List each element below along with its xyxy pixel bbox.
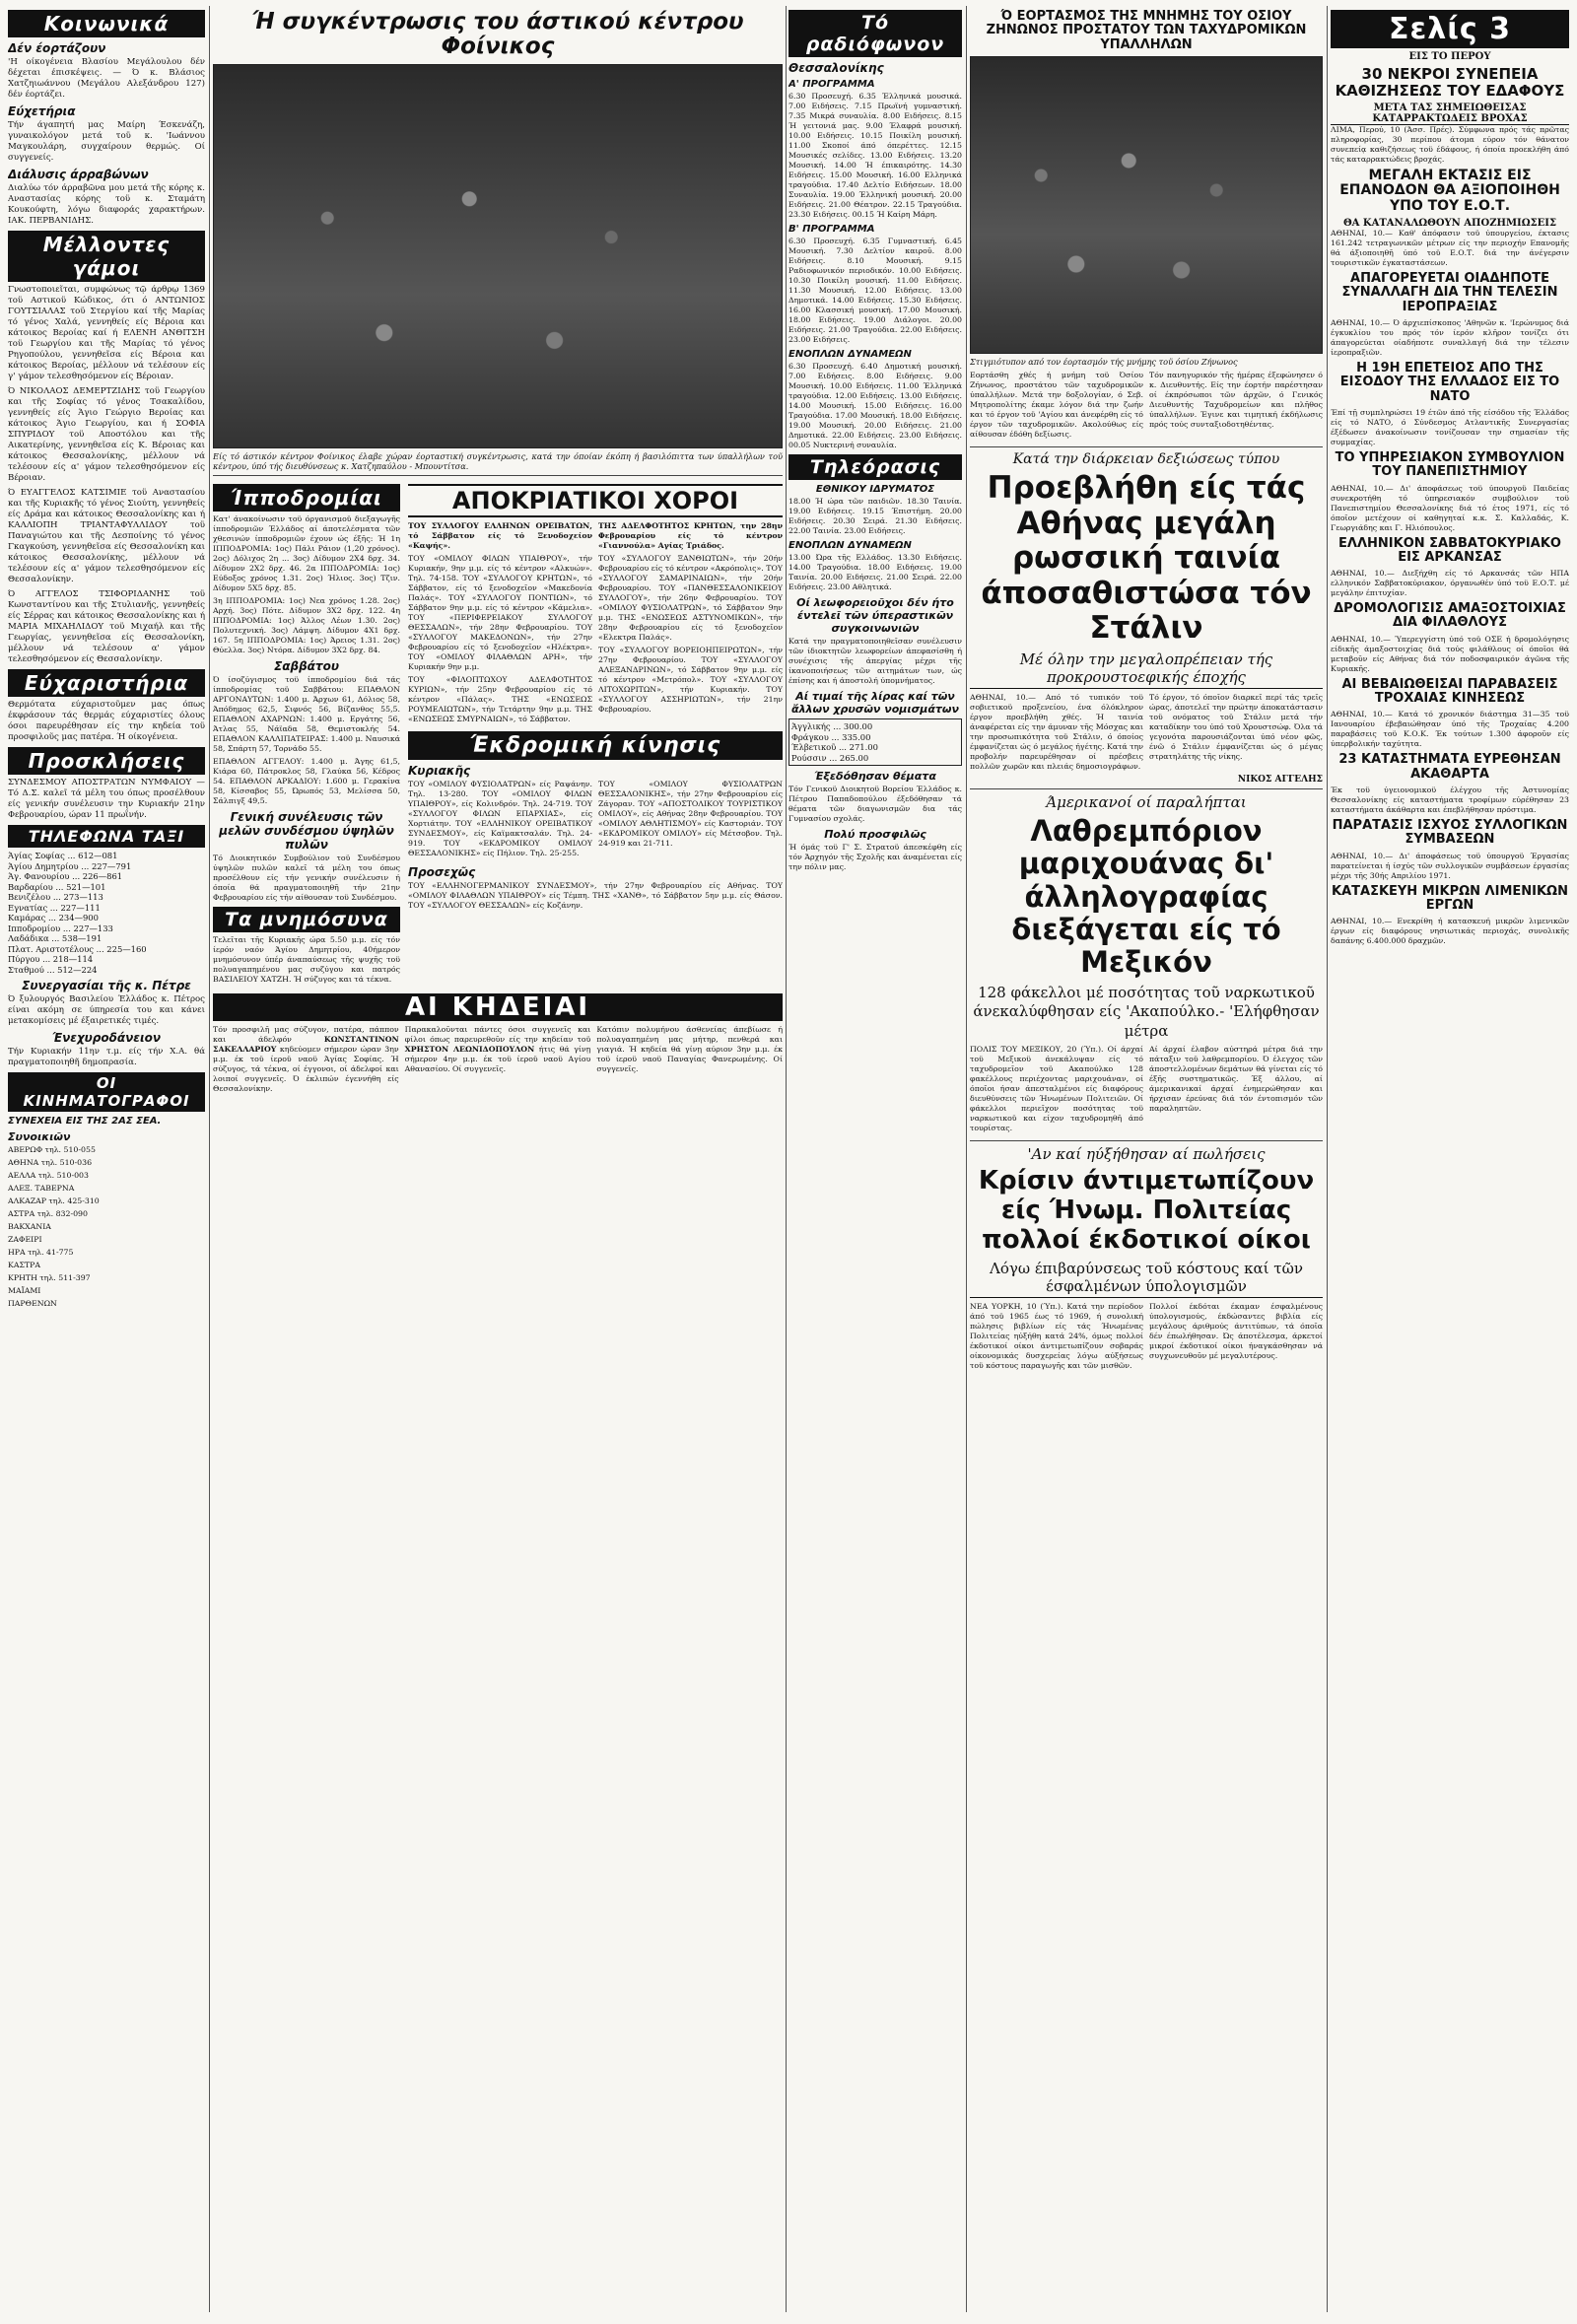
cinema-entry: ΑΛΚΑΖΑΡ τηλ. 425-310 [8,1196,100,1205]
focus-headline: Ή συγκέντρωσις του άστικού κέντρου Φοίνικος [251,9,744,60]
name-days-title: Δέν έορτάζουν [8,41,106,55]
text-block: Ή όμάς τοϋ Γ' Σ. Στρατοϋ άπεσκέφθη είς τόν Άρχηγόν τῆς Σχολῆς και άναμένεται είς την πόλιν μας. [788,843,962,871]
text-block: Διαλύω τόν άρραβῶνα μου μετά τῆς κόρης κ. Αναστασίας κόρης τοϋ κ. Σταμάτη Κουκούφτη, λόγω διαφοράς χαρακτήρων. ΙΑΚ. ΠΕΡΒΑΝΙΔΗΣ. [8,183,205,226]
column-rule [1327,6,1328,2312]
crisis-subhead: Λόγω έπιβαρύνσεως τοῦ κόστους καί τῶν έσφαλμένων ύπολογισμῶν [970,1260,1323,1298]
brief-headline: ΜΕΓΑΛΗ ΕΚΤΑΣΙΣ ΕΙΣ ΕΠΑΝΟΔΟΝ ΘΑ ΑΞΙΟΠΟΙΗΘΗ ΥΠΟ ΤΟΥ Ε.Ο.Τ. [1339,168,1560,214]
column-radio [788,6,962,875]
carnival-item: ΤΗΣ ΑΔΕΛΦΟΤΗΤΟΣ ΚΡΗΤΩΝ, την 28ην Φεβρουαρίου είς τό κέντρον «Γιαννούλα» Αγίας Τριάδος. [598,520,783,550]
text-block: Τήν άγαπητή μας Μαίρη Έσκενάζη, γυναικολόγον μετά τοϋ κ. 'Ιωάννου Μαγκουλάρη, συγχαίρουν θερμώς. Οί συγγενείς. [8,120,205,163]
text-block: ΑΘΗΝΑΙ, 10.— Διεξήχθη είς τό Αρκανσάς τῶν ΗΠΑ ελληνικόν Σαββατοκύριακον, όργανωθέν ύπό τοϋ Ε.Ο.Τ. μέ μεγάλην έπιτυχίαν. [1331,569,1569,598]
phone-row: Εγνατίας ... 227—111 [8,902,101,913]
divider [970,446,1323,447]
gold-price-row: Άγγλικής ... 300.00 [791,721,873,731]
column-briefs [1331,6,1569,949]
text-block: Ό ΝΙΚΟΛΑΟΣ ΔΕΜΕΡΤΖΙΔΗΣ τοϋ Γεωργίου και τῆς Σοφίας τό γένος Τσακαλίδου, γεννηθείς είς Άγιο Γεώργιο Βεροίας και κάτοικος Άγιο Γεωργίου, και ή ΣΟΦΙΑ ΣΠΥΡΙΔΟΥ τοϋ Αποστόλου και τῆς Αικατερίνης, γεννηθεῖσα είς Κ. Βέροιας και κάτοικος Θεσσαλονίκης, μέλλουν νά τελέσουν είς α' γάμον τελεσθησόμενον είς Βέροιαν. [8,386,205,483]
prog-a-title: Α' ΠΡΟΓΡΑΜΜΑ [788,79,875,90]
text-block: Γνωστοποιεῖται, συμφώνως τῷ άρθρῳ 1369 τοϋ Αστικοϋ Κώδικος, ότι ό ΑΝΤΩΝΙΟΣ ΓΟΥΤΣΙΑΛΑΣ τοϋ Στεργίου καί τῆς Μαρίας τό γένος Χαλά, γεννηθείς είς Βέροια και κάτοικος Βεροίας καί ή ΕΛΕΝΗ ΑΝΘΙΤΣΗ τοϋ Γεωργίου και τῆς Μαρίας τό γένος Ρηγοπούλου, γεννηθεῖσα είς Βέροια και κάτοικος Βεροίας, μέλλουν νά τελέσουν είς γ' γάμον τελεσθησόμενον είς Βέροιαν. [8,285,205,381]
column-rule [786,6,787,2312]
text-block: 13.00 Ώρα τῆς Ελλάδος. 13.30 Ειδήσεις. 14.00 Τραγούδια. 18.00 Ειδήσεις. 19.00 Ταινία. 20.00 Ειδήσεις. 21.00 Σειρά. 22.00 Ειδήσεις. 23.00 Αθλητικά. [788,553,962,591]
phone-row: Βενιζέλου ... 273—113 [8,892,103,902]
tv-header: Τηλεόρασις [788,454,962,480]
strike-title: Πολύ προσφιλῶς [824,828,926,841]
text-block: ΑΘΗΝΑΙ, 10.— Καθ' άπόφασιν τοϋ ύπουργείου, έκτασις 161.242 τετραγωνικῶν μέτρων είς την περιοχήν Επανομῆς θά άξιοποιηθῆ ύπό τοϋ Ε.Ο.Τ. διά την άνέγερσιν τουριστικῶν έγκαταστάσεων. [1331,229,1569,268]
crisis-headline: Κρίσιν άντιμετωπίζουν είς Ήνωμ. Πολιτείας πολλοί έκδοτικοί οίκοι [978,1166,1315,1256]
text-block: ΤΟΥ «ΟΜΙΛΟΥ ΦΥΣΙΟΛΑΤΡΩΝ ΘΕΣΣΑΛΟΝΙΚΗΣ», τήν 27ην Φεβρουαρίου είς Ζάγοραν. ΤΟΥ «ΑΠΟΣΤΟΛΙΚΟΥ ΤΟΥΡΙΣΤΙΚΟΥ ΟΜΙΛΟΥ», είς Αθήνας 28ην Φεβρουαρίου. ΤΟΥ «ΟΜΙΛΟΥ ΑΘΛΗΤΙΣΜΟΥ» είς Καστοριάν. ΤΟΥ «ΕΚΔΡΟΜΙΚΟΥ ΟΜΙΛΟΥ» είς Μέτσοβον. Τηλ. 24-919 και 21-711. [598,779,783,848]
text-block: Τελεῖται τῆς Κυριακῆς ώρα 5.50 μ.μ. είς τόν ίερόν ναόν Άγίου Δημητρίου, 40ήμερον μνημόσυνον ύπέρ άναπαύσεως τῆς ψυχῆς τοϋ πολυαγαπημένου μας συζύγου και πατρός ΒΑΣΙΛΕΙΟΥ ΧΑΤΖΗ. Ή σύζυγος και τά τέκνα. [213,934,400,984]
page-masthead: Σελίς 3 [1331,10,1569,48]
byline: ΝΙΚΟΣ ΑΓΓΕΛΗΣ [1237,775,1323,786]
text-block: ΑΘΗΝΑΙ, 10.— Δι' άποφάσεως τοϋ ύπουργοϋ Έργασίας παρατείνεται ή ίσχύς τῶν συλλογικῶν συμβάσεων έργασίας μέχρι τῆς 30ής Απριλίου 1971. [1331,851,1569,880]
divider [970,788,1323,789]
carnival-header: ΑΠΟΚΡΙΑΤΙΚΟΙ ΧΟΡΟΙ [408,484,783,517]
memorial-photo [970,56,1323,354]
text-block: Έπί τῇ συμπληρώσει 19 έτῶν άπό τῆς είσόδου τῆς Έλλάδος είς τό ΝΑΤΟ, ό Σύνδεσμος Ατλαντικῆς Συνεργασίας έξέδωσεν άνακοίνωσιν τονίζουσαν την σημασίαν τῆς συμμαχίας. [1331,407,1569,446]
column-features [970,6,1323,1374]
stalin-subhead: Μέ όλην την μεγαλοπρέπειαν τής προκρουστοεφικής έποχής [970,650,1323,689]
cinema-today-title: ΣΥΝΕΧΕΙΑ ΕΙΣ ΤΗΣ 2ΑΣ ΣΕΑ. [8,1116,162,1127]
phone-row: Άγίου Δημητρίου ... 227—791 [8,860,132,871]
carnival-item: ΤΟΥ ΣΥΛΛΟΓΟΥ ΕΛΛΗΝΩΝ ΟΡΕΙΒΑΤΩΝ, τό Σάββατον είς τό Ξενοδοχείον «Καψής». [408,520,592,550]
text-block: ΣΥΝΔΕΣΜΟΥ ΑΠΟΣΤΡΑΤΩΝ ΝΥΜΦΑΙΟΥ — Τό Δ.Σ. καλεῖ τά μέλη του όπως προσέλθουν είς γενικήν συνέλευσιν την Κυριακήν 21ην Φεβρουαρίου, ώραν 11 πρωΐνήν. [8,778,205,820]
brief-headline: ΑΠΑΓΟΡΕΥΕΤΑΙ ΟΙΑΔΗΠΟΤΕ ΣΥΝΑΛΛΑΓΗ ΔΙΑ ΤΗΝ ΤΕΛΕΣΙΝ ΙΕΡΟΠΡΑΞΙΑΣ [1341,271,1558,314]
text-block: ΠΟΛΙΣ ΤΟΥ ΜΕΞΙΚΟΥ, 20 (Ύπ.). Οί άρχαί τοϋ Μεξικοϋ άνεκάλυψαν είς τό ταχυδρομεῖον τοϋ Ακαπούλκο 128 φακέλλους περιέχοντας μαριχουάναν, οί όποῖοι ήσαν άπεσταλμένοι είς διαφόρους διευθύνσεις τῶν Ήνωμένων Πολιτειῶν. Οί φάκελλοι περιεῖχον ποσότητας τοϋ ναρκωτικοϋ και είχον ταχυδρομηθῆ άπό τουρίστας. [970,1045,1143,1133]
brief-kicker: ΕΙΣ ΤΟ ΠΕΡΟΥ [1408,51,1491,62]
drugs-kicker: Άμερικανοί οί παραλήπται [1046,793,1247,812]
brief-headline: Η 19Η ΕΠΕΤΕΙΟΣ ΑΠΟ ΤΗΣ ΕΙΣΟΔΟΥ ΤΗΣ ΕΛΛΑΔΟΣ ΕΙΣ ΤΟ ΝΑΤΟ [1339,361,1560,404]
phones-header: ΤΗΛΕΦΩΝΑ ΤΑΞΙ [8,825,205,848]
text-block: Ό ΑΓΓΕΛΟΣ ΤΣΙΦΟΡΙΔΑΝΗΣ τοϋ Κωνσταντίνου και τῆς Στυλιανῆς, γεννηθείς είς Σέρρας και κάτοικος Θεσσαλονίκης και ή ΜΑΡΙΑ ΜΙΧΑΗΛΙΔΟΥ τοϋ Μιχαήλ και τῆς Γεωργίας, γεννηθεῖσα είς Θεσσαλονίκη, μέλλουν νά τελέσουν α' γάμον τελεσθησόμενον είς Θεσσαλονίκην. [8,589,205,664]
text-block: ΤΟΥ «ΟΜΙΛΟΥ ΦΥΣΙΟΛΑΤΡΩΝ» είς Ραψάνην. Τηλ. 13-280. ΤΟΥ «ΟΜΙΛΟΥ ΦΙΛΩΝ ΥΠΑΙΘΡΟΥ», είς Κολινδρόν. Τηλ. 24-719. ΤΟΥ «ΣΥΛΛΟΓΟΥ ΦΙΛΩΝ ΕΠΑΡΧΙΑΣ», είς Χορτιάτην. ΤΟΥ «ΕΛΛΗΝΙΚΟΥ ΟΡΕΙΒΑΤΙΚΟΥ ΣΥΝΔΕΣΜΟΥ», είς Καϊμακτσαλάν. Τηλ. 24-919. ΤΟΥ «ΕΚΔΡΟΜΙΚΟΥ ΟΜΙΛΟΥ ΘΕΣΣΑΛΟΝΙΚΗΣ» είς Πήλιον. Τηλ. 25-255. [408,779,592,857]
weddings-header: Μέλλοντες γάμοι [8,231,205,282]
stalin-headline: Προεβλήθη είς τάς Αθήνας μεγάλη ρωσσική ταινία άποσαθιστώσα τόν Στάλιν [981,469,1312,647]
column-rule [966,6,967,2312]
drugs-headline: Λαθρεμπόριον μαριχουάνας δι' άλληλογραφίας διεξάγεται είς τό Μεξικόν [1011,814,1281,980]
phone-row: Ιπποδρομίου ... 227—133 [8,923,113,933]
funeral-name: ΚΩΝΣΤΑΝΤΙΝΟΝ ΣΑΚΕΛΛΑΡΙΟΥ [213,1035,399,1055]
text-block: ΤΟΥ «ΣΥΛΛΟΓΟΥ ΞΑΝΘΙΩΤΩΝ», τήν 20ήν Φεβρουαρίου είς τό κέντρον «Ακρόπολις». ΤΟΥ «ΣΥΛΛΟΓΟΥ ΣΑΜΑΡΙΝΑΙΩΝ», τήν 20ήν Φεβρουαρίου. ΤΟΥ «ΠΑΝΘΕΣΣΑΛΟΝΙΚΕΙΟΥ ΣΥΛΛΟΓΟΥ», τήν 26ην Φεβρουαρίου. ΤΟΥ «ΟΜΙΛΟΥ ΦΥΣΙΟΛΑΤΡΩΝ», τό Σάββατον 9ην μ.μ. ΤΗΣ «ΕΝΩΣΕΩΣ ΑΣΤΥΝΟΜΙΚΩΝ», τήν 28ην Φεβρουαρίου είς τό ξενοδοχεῖον «Ελεκτρα Παλάς». [598,553,783,642]
text-block: Τήν Κυριακήν 11ην τ.μ. είς τήν Χ.Α. θά πραγματοποιηθῆ δημοπρασία. [8,1047,205,1067]
armed-title: ΕΝΟΠΛΩΝ ΔΥΝΑΜΕΩΝ [788,349,912,360]
cinema-entry: ΠΑΡΘΕΝΩΝ [8,1299,57,1308]
text-block: ΛΙΜΑ, Περού, 10 (Άσσ. Πρές). Σύμφωνα πρός τάς πρῶτας πληροφορίας, 30 περίπου άτομα εύρον τόν θάνατον συνεπείᾳ καθιζήσεως τοϋ έδάφους, ή όποία προεκλήθη άπό τάς καταρρακτώδεις βροχάς. [1331,125,1569,164]
gold-title: Αί τιμαί τῆς λίρας καί τῶν ἄλλων χρυσῶν νομισμάτων [791,690,959,716]
memorial-headline: Ό ΕΟΡΤΑΣΜΟΣ ΤΗΣ ΜΝΗΜΗΣ ΤΟΥ ΟΣΙΟΥ ΖΗΝΩΝΟΣ ΠΡΟΣΤΑΤΟΥ ΤΩΝ ΤΑΧΥΔΡΟΜΙΚΩΝ ΥΠΑΛΛΗΛΩΝ [986,9,1307,52]
social-header: Κοινωνικά [8,10,205,37]
phone-list [8,851,205,975]
text-block: ΕΠΑΘΛΟΝ ΑΓΓΕΛΟΥ: 1.400 μ. Άγης 61,5, Κιάρα 60, Πάτροκλος 58, Γλαύκα 56, Κέδρος 54. ΕΠΑΘΛΟΝ ΑΡΚΑΔΙΟΥ: 1.600 μ. Γερακίνα 58, Κίσσαβος 55, Ώρωπός 53, Μελίσσα 50, Σάλπιγξ 49,5. [213,756,400,805]
text-block: Έκ τοϋ ύγειονομικοϋ έλέγχου τῆς Άστυνομίας Θεσσαλονίκης είς καταστήματα τροφίμων εύρέθησαν 23 καταστήματα άκάθαρτα και έπεβλήθησαν πρόστιμα. [1331,785,1569,814]
text-block: ΤΟΥ «ΟΜΙΛΟΥ ΦΙΛΩΝ ΥΠΑΙΘΡΟΥ», τήν Κυριακήν, 9ην μ.μ. είς τό κέντρον «Αλκυών». Τηλ. 74-158. ΤΟΥ «ΣΥΛΛΟΓΟΥ ΚΡΗΤΩΝ», τό Σάββατον, είς τό ξενοδοχεῖον «Μακεδονία Παλάς». ΤΟΥ «ΣΥΛΛΟΓΟΥ ΠΟΝΤΙΩΝ», τό Σάββατον 9ην μ.μ. είς τό κέντρον «Κάμελια». ΤΟΥ «ΠΕΡΙΦΕΡΕΙΑΚΟΥ ΣΥΛΛΟΓΟΥ ΘΕΣΣΑΛΩΝ», τήν 28ην Φεβρουαρίου. ΤΟΥ «ΣΥΛΛΟΓΟΥ ΜΑΚΕΔΟΝΩΝ», τήν 27ην Φεβρουαρίου είς τό ξενοδοχεῖον «Ηλέκτρα». ΤΟΥ «ΟΜΙΛΟΥ ΦΙΛΑΘΛΩΝ ΑΡΗ», τήν Κυριακήν 9ην μ.μ. [408,553,592,671]
cinema-entry: ΑΕΛΛΑ τηλ. 510-003 [8,1171,89,1180]
coop-title: Συνεργασίαι τῆς κ. Πέτρε [22,979,191,992]
text-block: Τό Διοικητικόν Συμβούλιον τοϋ Συνδέσμου ύψηλῶν πυλῶν καλεῖ τά μέλη του όπως προσέλθουν είς τήν γενικήν συνέλευσιν ή όποία θά πραγματοποιηθῆ τήν 21ην Φεβρουαρίου είς τήν αίθουσαν τοϋ Συνδέσμου. [213,853,400,902]
crisis-kicker: 'Αν καί ηύξήθησαν αί πωλήσεις [1027,1145,1266,1164]
thanks-header: Εύχαριστήρια [8,669,205,697]
text-block: Θερμότατα εύχαριστοῦμεν μας όπως έκφράσουν τάς θερμάς εύχαριστίες όλους όσοι παρευρέθησαν είς την κηδεία τοϋ προσφιλοῦς μας πατέρα. Ή οίκογένεια. [8,700,205,742]
pawn-title: Ένεχυροδάνειον [51,1031,162,1045]
funeral-name: ΧΡΗΣΤΟΝ ΛΕΩΝΙΔΟΠΟΥΛΟΝ [404,1045,535,1055]
text-block: 6.30 Προσευχή. 6.40 Δημοτική μουσική. 7.00 Ειδήσεις. 8.00 Ειδήσεις. 9.00 Μουσική. 10.00 Ειδήσεις. 11.00 Έλληνικά τραγούδια. 12.00 Ειδήσεις. 13.00 Ειδήσεις. 14.00 Μουσική. 15.00 Ειδήσεις. 16.00 Τραγούδια. 17.00 Μουσική. 18.00 Ειδήσεις. 19.00 Μουσική. 20.00 Ειδήσεις. 21.00 Δημοτικά. 22.00 Ειδήσεις. 23.00 Ειδήσεις. 00.05 Νυκτερινή συναυλία. [788,362,962,449]
gold-price-row: Ρούσσιν ... 265.00 [791,752,869,763]
text-block: Τόν προσφιλῆ μας σύζυγον, πατέρα, πάππον και άδελφόν ΚΩΝΣΤΑΝΤΙΝΟΝ ΣΑΚΕΛΛΑΡΙΟΥ κηδεύομεν σήμερον ώραν 3ην μ.μ. έκ τοϋ ίεροϋ ναοϋ Άγίας Σοφίας. Ή σύζυγος, τά τέκνα, οί έγγονοι, οί άδελφοί και λοιποί συγγενεῖς. Ό έκλιπών έγεννήθη είς Θεσσαλονίκην. [213,1025,399,1094]
column-news-events [213,6,783,1097]
text-block: Ό ξυλουργός Βασιλείου Έλλάδος κ. Πέτρος είναι ακόμη σε ύπηρεσία του και κάνει μετακομίσεις μέ έξαιρετικές τιμές. [8,994,205,1026]
cinema-entry: ΚΡΗΤΗ τηλ. 511-397 [8,1273,91,1282]
engagement-title: Διάλυσις άρραβώνων [8,168,149,181]
phone-row: Άγίας Σοφίας ... 612—081 [8,851,118,860]
text-block: Κατόπιν πολυμήνου άσθενείας άπεβίωσε ή πολυαγαπημένη μας μήτηρ, πενθερά και γιαγιά. Ή κηδεία θά γίνῃ αύριον 3ην μ.μ. έκ τοϋ ίεροϋ ναοϋ Παναγίας Φανερωμένης. Οί συγγενεῖς. [596,1025,783,1074]
drugs-subhead: 128 φάκελλοι μέ ποσότητας τοῦ ναρκωτικοῦ άνεκαλύφθησαν είς 'Ακαπούλκο.- 'Ελήφθησαν μέτρα [973,983,1320,1040]
text-block: Τόν πανηγυρικόν τῆς ήμέρας έξεφώνησεν ό κ. Διευθυντής. Είς την έορτήν παρέστησαν οί έκπρόσωποι τῶν άρχῶν, ό Γενικός Διευθυντής Ταχυδρομείων και πλῆθος ύπαλλήλων. Έγινε και τιμητική έκδήλωσις πρός τούς συνταξιοδοτηθέντας. [1149,370,1323,429]
phone-row: Σταθμού ... 512—224 [8,964,98,975]
text-block: Τό έργον, τό όποῖον διαρκεῖ περί τάς τρεῖς ώρας, άποτελεῖ την πρώτην άποκατάστασιν τοϋ ονόματος τοϋ Στάλιν μετά τήν καταδίκην του ύπό τοϋ Χρουστσώφ. Όλα τά γεγονότα παρουσιάζονται ύπό νέον φῶς, ένῶ ό Στάλιν έμφανίζεται ώς ό μέγας στρατηλάτης τῆς νίκης. [1149,693,1323,762]
phone-row: Βαρδαρίου ... 521—101 [8,881,106,892]
armed2-title: ΕΝΟΠΛΩΝ ΔΥΝΑΜΕΩΝ [788,540,912,551]
text-block: ΑΘΗΝΑΙ, 10.— Από τό τυπικόν τοϋ σοβιετικοϋ προξενείου, ένα όλόκληρον έργον προεβλήθη χθές. Ή ταινία άναφέρεται είς την άμυναν τῆς Μόσχας και την προσωπικότητα τοϋ Στάλιν, ό όποίος έμφανίζεται ώς ό μεγάλος ήγέτης. Κατά την προβολήν παρευρέθησαν οί πρέσβεις πολλῶν χωρῶν και πλειάς δημοσιογράφων. [970,693,1143,772]
brief-headline: ΚΑΤΑΣΚΕΥΗ ΜΙΚΡΩΝ ΛΙΜΕΝΙΚΩΝ ΕΡΓΩΝ [1332,883,1568,913]
text-block: 'Η οίκογένεια Βλασίου Μεγάλουλου δέν δέχεται έπισκέψεις. — Ό κ. Βλάσιος Χατζηιωάννου (Μεγάλου Αλεξάνδρου 127) δέν έορτάζει. [8,57,205,100]
eirt-title: ΕΘΝΙΚΟΥ ΙΔΡΥΜΑΤΟΣ [815,484,935,495]
prepared-title: Γενική συνέλευσις τῶν μελῶν συνδέσμου ύψηλῶν πυλῶν [219,809,394,852]
prog-b-title: Β' ΠΡΟΓΡΑΜΜΑ [788,224,875,235]
text-block: ΤΟΥ «ΦΙΛΟΠΤΩΧΟΥ ΑΔΕΛΦΟΤΗΤΟΣ ΚΥΡΙΩΝ», τήν 25ην Φεβρουαρίου είς τό κέντρον «Πάλας». ΤΗΣ «ΕΝΩΣΕΩΣ ΡΟΥΜΕΛΙΩΤΩΝ», τήν Τετάρτην 9ην μ.μ. ΤΗΣ «ΕΝΩΣΕΩΣ ΣΜΥΡΝΑΙΩΝ», τό Σάββατον. [408,674,592,723]
text-block: Κατά την πραγματοποιηθεῖσαν συνέλευσιν τῶν ίδιοκτητῶν λεωφορείων άπεφασίσθη ή συνέχισις τῆς άπεργίας μέχρι τῆς ίκανοποιήσεως τῶν αιτημάτων των, ώς έπίσης και ή άποστολή ύπομνήματος. [788,637,962,685]
cinema-entry: ΖΑΦΕΙΡΙ [8,1235,42,1244]
phone-row: Λαδάδικα ... 538—191 [8,933,103,943]
invitations-header: Προσκλήσεις [8,747,205,775]
carnival-column [408,480,783,988]
phone-row: Πλατ. Αριστοτέλους ... 225—160 [8,943,147,954]
newspaper-page [8,6,1569,2312]
text-block: ΑΘΗΝΑΙ, 10.— Δι' άποφάσεως τοϋ ύπουργοϋ Παιδείας συνεκροτήθη τό ύπηρεσιακόν συμβούλιον τοϋ Πανεπιστημίου Θεσσαλονίκης διά τό έτος 1971, είς τό όποῖον μετέχουν οί καθηγηταί κ.κ. Σ. Καλλαδάς, Κ. Γεωργιάδης και Γ. Ηλιόπουλος. [1331,483,1569,532]
cinemas-header: ΟΙ ΚΙΝΗΜΑΤΟΓΡΑΦΟΙ [8,1072,205,1112]
sunday-title: Κυριακῆς [408,763,471,778]
brief-headline: 30 ΝΕΚΡΟΙ ΣΥΝΕΠΕΙΑ ΚΑΘΙΖΗΣΕΩΣ ΤΟΥ ΕΔΑΦΟΥΣ [1335,65,1565,100]
cinema-entry: ΑΘΗΝΑ τηλ. 510-036 [8,1158,93,1167]
ninth-day-title: Προσεχῶς [408,864,476,879]
stray-title: Οί λεωφορειοῦχοι δέν ήτο έντελεῖ τῶν ύπεραστικῶν συγκοινωνιῶν [796,596,954,635]
cinema-entry: ΑΛΕΞ. ΤΑΒΕΡΝΑ [8,1184,75,1193]
text-block: ΑΘΗΝΑΙ, 10.— Ενεκρίθη ή κατασκευή μικρῶν λιμενικῶν έργων είς διαφόρους νησιωτικάς περιοχάς, συνολικῆς δαπάνης 6.400.000 δραχμῶν. [1331,917,1569,946]
racing-header: Ίπποδρομίαι [213,484,400,512]
divider [970,1140,1323,1141]
excursions-header: Έκδρομική κίνησις [408,731,783,760]
funerals-header: ΑΙ ΚΗΔΕΙΑΙ [213,993,783,1022]
brief-headline: ΠΑΡΑΤΑΣΙΣ ΙΣΧΥΟΣ ΣΥΛΛΟΓΙΚΩΝ ΣΥΜΒΑΣΕΩΝ [1332,817,1568,848]
brief-headline: ΔΡΟΜΟΛΟΓΙΣΙΣ ΑΜΑΞΟΣΤΟΙΧΙΑΣ ΔΙΑ ΦΙΛΑΘΛΟΥΣ [1334,601,1566,631]
text-block: Αί άρχαί έλαβον αύστηρά μέτρα διά την πάταξιν τοϋ λαθρεμπορίου. Ό έλεγχος τῶν άποστελλομένων δεμάτων θά γίνεται είς τό έξῆς συστηματικῶς. Έξ άλλου, αί άμερικανικαί άρχαί ένημερώθησαν και ήρχισαν έρεύνας διά τόν έντοπισμόν τῶν παραληπτῶν. [1149,1045,1323,1114]
text-block: ΤΟΥ «ΕΛΛΗΝΟΓΕΡΜΑΝΙΚΟΥ ΣΥΝΔΕΣΜΟΥ», τήν 27ην Φεβρουαρίου είς Αθήνας. ΤΟΥ «ΟΜΙΛΟΥ ΦΙΛΑΘΛΩΝ ΥΠΑΙΘΡΟΥ» είς Τέμπη. ΤΗΣ «ΧΑΝΘ», τό Σάββατον 5ην μ.μ. είς Θάσον. ΤΟΥ «ΣΥΛΛΟΓΟΥ ΘΕΣΣΑΛΩΝ» είς Κοζάνην. [408,880,783,910]
text-block: ΑΘΗΝΑΙ, 10.— Κατά τό χρονικόν διάστημα 31—35 τοϋ Ιανουαρίου έβεβαιώθησαν ύπό τῆς Τροχαίας 4.200 παραβάσεις τοϋ Κ.Ο.Κ. Έκ τούτων 1.300 άφοροῦν είς ύπερβολικήν ταχύτητα. [1331,710,1569,749]
text-block: 3η ΙΠΠΟΔΡΟΜΙΑ: 1ος) Νεα χρόνος 1.28. 2ος) Αρχή. 3ος) Πότε. Δίδυμον 3Χ2 δρχ. 122. 4η ΙΠΠΟΔΡΟΜΙΑ: 1ος) Άλλος Λέων 1.30. 2ος) Πολυτεχνική. 3ος) Λάμψη. Δίδυμον 4Χ1 δρχ. 167. 5η ΙΠΠΟΔΡΟΜΙΑ: 1ος) Άρειος 1.31. 2ος) Θύελλα. 3ος) Ντόρα. Δίδυμον 3Χ2 δρχ. 84. [213,595,400,654]
gold-price-row: Φράγκου ... 335.00 [791,731,871,742]
photo-caption: Είς τό άστικόν κέντρον Φοίνικος έλαβε χώραν έορταστική συγκέντρωσις, κατά την όποίαν έκόπη ή βασιλόπιττα των ύπαλλήλων τοῦ κέντρου, ύπό τής διευθύνσεως κ. Χατζηπαύλου - Μπουντίτσα. [213,450,783,471]
phone-row: Άγ. Φανουρίου ... 226—861 [8,871,123,881]
brief-headline: ΕΛΛΗΝΙΚΟΝ ΣΑΒΒΑΤΟΚΥΡΙΑΚΟ ΕΙΣ ΑΡΚΑΝΣΑΣ [1338,535,1561,565]
photo-caption: Στιγμιότυπον από τον έορτασμόν τής μνήμης τοϋ όσίου Ζήνωνος [970,356,1238,367]
saturday-title: Σαββάτου [274,658,339,673]
text-block: ΝΕΑ ΥΟΡΚΗ, 10 (Ύπ.). Κατά την περίοδον άπό τοϋ 1965 έως τό 1969, ή συνολική πώλησις βιβλίων είς τάς Ήνωμένας Πολιτείας ηύξήθη κατά 24%, όμως πολλοί έκδοτικοί οίκοι άντιμετωπίζουν σοβαράς οίκονομικάς δυσχερείας λόγω αύξήσεως τοϋ κόστους παραγωγῆς και τῶν μισθῶν. [970,1301,1143,1370]
text-block: Κατ' άνακοίνωσιν τοϋ όργανισμοϋ διεξαγωγῆς ίπποδρομιῶν Έλλάδος αί άποτελέσματα τῶν χθεσινών ίπποδρομιῶν έχουν ώς έξῆς: Ή 1η ΙΠΠΟΔΡΟΜΙΑ: 1ος) Πάλι Ράιον (1,20 χρόνος). 2ος) Δόλιχος 2η ... 3ος) Δίδυμον 2Χ4 δρχ. 34. Δίδυμον 2Χ2 δρχ. 46. 2α ΙΠΠΟΔΡΟΜΙΑ: 1ος) Εύδοξος χρόνος 1.31. 2ος) Ήλιος. 3ος) Τζιν. Δίδυμον 5Χ5 δρχ. 85. [213,513,400,592]
cinema-entry: ΒΑΚΧΑΝΙΑ [8,1222,51,1231]
column-social [8,6,205,1312]
text-block: Πολλοί έκδόται έκαμαν έσφαλμένους ύπολογισμούς, έκδώσαντες βιβλία είς μεγάλους άριθμούς άντιτύπων, τά όποῖα δέν έπωλήθησαν. Ώς άποτέλεσμα, άρκετοί μικροί έκδοτικοί οίκοι ήναγκάσθησαν νά συγχωνευθοῦν μέ μεγαλυτέρους. [1149,1301,1323,1360]
text-block: Εορτάσθη χθές ή μνήμη τοϋ Όσίου Ζήνωνος, προστάτου τῶν ταχυδρομικῶν ύπαλλήλων. Μετά την δοξολογίαν, ό Σεβ. Μητροπολίτης έκαμε λόγον διά την ζωήν και τό έργον τοϋ 'Αγίου και άνεφέρθη είς τό έργον τῶν ταχυδρομικῶν. Ακολούθως είς αίθουσαν έδόθη δεξίωσις. [970,370,1143,439]
text-block: 6.30 Προσευχή. 6.35 Γυμναστική. 6.45 Μουσική. 7.30 Δελτίον καιροῦ. 8.00 Ειδήσεις. 8.10 Μουσική. 9.15 Ραδιοφωνικόν περιοδικόν. 10.00 Ειδήσεις. 10.30 Ποικίλη μουσική. 11.00 Ειδήσεις. 11.30 Μουσική. 12.00 Ειδήσεις. 13.00 Δημοτικά. 14.00 Ειδήσεις. 15.30 Ειδήσεις. 16.00 Κλασσική μουσική. 17.00 Μουσική. 18.00 Ειδήσεις. 19.00 Διάλογοι. 20.00 Ειδήσεις. 21.00 Τραγούδια. 22.00 Ειδήσεις. 23.00 Ειδήσεις. [788,237,962,344]
memorials-header: Τα μνημόσυνα [213,907,400,932]
text-block: ΑΘΗΝΑΙ, 10.— Ό άρχιεπίσκοπος 'Αθηνῶν κ. 'Ιερώνυμος διά έγκυκλίου του πρός τόν ίερόν κλῆρον τονίζει ότι άπαγορεύεται οίαδήποτε συναλλαγή διά την τέλεσιν ίεροπραξιῶν. [1331,318,1569,358]
phone-row: Καμάρας ... 234—900 [8,913,99,923]
brief-headline: ΤΟ ΥΠΗΡΕΣΙΑΚΟΝ ΣΥΜΒΟΥΛΙΟΝ ΤΟΥ ΠΑΝΕΠΙΣΤΗΜΙΟΥ [1335,449,1565,480]
cinema-entry: ΜΑΪΑΜΙ [8,1286,41,1295]
brief-kicker: ΚΑΤΑΡΡΑΚΤΩΔΕΙΣ ΒΡΟΧΑΣ [1331,113,1569,125]
cinema-entry: ΑΒΕΡΩΦ τηλ. 510-055 [8,1145,96,1154]
condolences-title: Εύχετήρια [8,104,76,118]
divider [213,475,783,476]
cinema-entry: ΗΡΑ τηλ. 41-775 [8,1248,74,1257]
radio-header: Τό ραδιόφωνον [788,10,962,57]
text-block: Τόν Γενικοϋ Διοικητοϋ Βορείου Έλλάδος κ. Πέτρου Παπαδοπούλου έξεδόθησαν τά θέματα τῶν διαγωνισμῶν δια τάς Γυμνασίου σχολάς. [788,785,962,823]
text-block: Ό ίσοζύγισμος τοϋ ίπποδρομίου διά τάς ίπποδρομίας τοϋ Σαββάτου: ΕΠΑΘΛΟΝ ΑΡΓΟΝΑΥΤΩΝ: 1.400 μ. Άρχων 61, Δόλιος 58, Άπόδημος 62,5, Σιφνός 56, Βίζανθος 55,5. ΕΠΑΘΛΟΝ ΑΧΑΡΝΩΝ: 1.400 μ. Εργάτης 56, Άτλας 55, Νάϊαδα 58, Θεμιστοκλής 54. ΕΠΑΘΛΟΝ ΚΑΛΛΙΠΑΤΕΙΡΑΣ: 1.400 μ. Ναυσικά 58, Σπάρτη 57, Τορνάδο 55. [213,674,400,753]
holiday-title: Έξεδόθησαν θέματα [814,770,936,783]
cinema-entry: ΚΑΣΤΡΑ [8,1261,41,1269]
text-block: Ό ΕΥΑΓΓΕΛΟΣ ΚΑΤΣΙΜΙΕ τοϋ Αναστασίου και τῆς Κυριακῆς τό γένος Σιούτη, γεννηθείς είς Δράμα και κάτοικος Θεσσαλονίκης και ή ΚΑΛΛΙΟΠΗ ΤΡΙΑΝΤΑΦΥΛΛΙΔΟΥ τοϋ Παναγιώτου και τῆς Δεσποίνης τό γένος Γκαγκούση, γεννηθεῖσα είς Θεσσαλονίκη και κάτοικος Θεσσαλονίκης, μέλλουν νά τελέσουν είς α' γάμον τελεσθησόμενον είς Θεσσαλονίκην. [8,488,205,584]
racing-column [213,480,400,988]
text-block: 18.00 Ή ώρα τῶν παιδιῶν. 18.30 Ταινία. 19.00 Ειδήσεις. 19.15 Έπιστήμη. 20.00 Ειδήσεις. 20.30 Σειρά. 21.30 Ειδήσεις. 22.00 Ταινία. 23.00 Ειδήσεις. [788,497,962,535]
brief-kicker: ΜΕΤΑ ΤΑΣ ΣΗΜΕΙΩΘΕΙΣΑΣ [1373,103,1527,113]
thess-title: Θεσσαλονίκης [788,61,884,75]
cinema-entry: ΑΣΤΡΑ τηλ. 832-090 [8,1209,88,1218]
text-block: ΤΟΥ «ΣΥΛΛΟΓΟΥ ΒΟΡΕΙΟΗΠΕΙΡΩΤΩΝ», τήν 27ην Φεβρουαρίου. ΤΟΥ «ΣΥΛΛΟΓΟΥ ΑΛΕΞΑΝΔΡΙΝΩΝ», τό Σάββατον 9ην μ.μ. είς τό κέντρον «Μετρόπολ». ΤΟΥ «ΣΥΛΛΟΓΟΥ ΛΙΤΟΧΩΡΙΤΩΝ», τήν Κυριακήν. ΤΟΥ «ΣΥΛΛΟΓΟΥ ΑΣΣΗΡΙΩΤΩΝ», τήν 21ην Φεβρουαρίου. [598,645,783,714]
text-block: Παρακαλοῦνται πάντες όσοι συγγενεῖς και φίλοι όπως παρευρεθοῦν είς την κηδείαν τοϋ ΧΡΗΣΤΟΝ ΛΕΩΝΙΔΟΠΟΥΛΟΝ ήτις θά γίνῃ σήμερον 4ην μ.μ. έκ τοϋ ίεροϋ ναοϋ Αγίου Αθανασίου. Οί συγγενεῖς. [404,1025,591,1074]
brief-headline: 23 ΚΑΤΑΣΤΗΜΑΤΑ ΕΥΡΕΘΗΣΑΝ ΑΚΑΘΑΡΤΑ [1338,752,1561,782]
gold-price-table [788,718,962,766]
gold-price-row: Έλβετικοῦ ... 271.00 [791,742,878,752]
suburbs-title: Συνοικιῶν [8,1130,71,1143]
brief-headline: ΑΙ ΒΕΒΑΙΩΘΕΙΣΑΙ ΠΑΡΑΒΑΣΕΙΣ ΤΡΟΧΑΙΑΣ ΚΙΝΗΣΕΩΣ [1341,676,1558,707]
phone-row: Πύργου ... 218—114 [8,954,94,964]
brief-kicker: ΘΑ ΚΑΤΑΝΑΛΩΘΟΥΝ ΑΠΟΖΗΜΙΩΣΕΙΣ [1342,218,1557,230]
text-block: ΑΘΗΝΑΙ, 10.— Ύπερεγγίστη ύπό τοϋ ΟΣΕ ή δρομολόγησις είδικῆς άμαξοστοιχίας διά τούς φιλάθλους οί όποῖοι θά μεταβοῦν είς Αθήνας διά τόν ποδοσφαιρικόν άγῶνα τῆς Κυριακῆς. [1331,634,1569,673]
stalin-kicker: Κατά την διάρκειαν δεξιώσεως τύπου [1012,450,1280,467]
column-rule [209,6,210,2312]
event-photo [213,64,783,448]
text-block: 6.30 Προσευχή. 6.35 Έλληνικά μουσικά. 7.00 Ειδήσεις. 7.15 Πρωϊνή γυμναστική. 7.35 Μικρά συναυλία. 8.00 Ειδήσεις. 8.15 Ή γειτονιά μας. 9.00 Έλαφρά μουσική. 10.00 Ειδήσεις. 10.15 Ποικίλη μουσική. 11.00 Σκοποί άπό όπερέττες. 12.15 Μουσικές σελίδες. 13.00 Ειδήσεις. 13.20 Μουσική. 14.00 Ή έπικαιρότης. 14.30 Ειδήσεις. 15.00 Μουσική. 16.00 Ελληνικά τραγούδια. 17.40 Δελτίο Ειδήσεων. 18.00 Συναυλία. 19.00 Έλληνική μουσική. 20.00 Ειδήσεις. 21.00 Θέατρον. 22.15 Τραγούδια. 23.30 Ειδήσεις. 00.15 Ή Καίρη Μάρη. [788,92,962,219]
